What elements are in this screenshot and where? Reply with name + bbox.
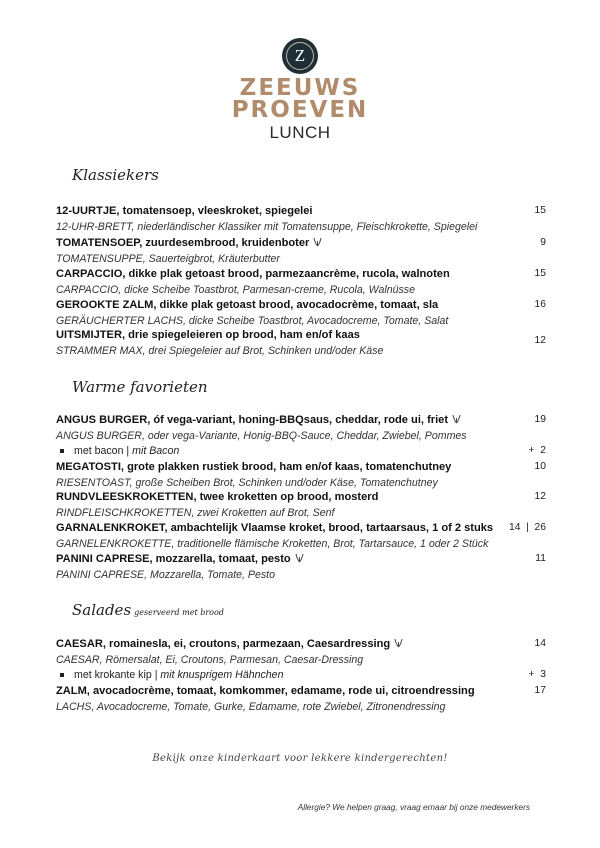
allergy-note: Allergie? We helpen graag, vraag ernaar bij onze medewerkers <box>297 802 530 812</box>
menu-item <box>56 412 546 444</box>
menu-extra <box>56 443 546 459</box>
item-name: ANGUS BURGER, óf vega-variant, honing-BBQsaus, cheddar, rode ui, friet <box>56 414 449 426</box>
item-name: PANINI CAPRESE, mozzarella, tomaat, pesto <box>56 553 291 565</box>
menu-extra <box>56 667 546 683</box>
item-translation: PANINI CAPRESE, Mozzarella, Tomate, Pesto <box>56 569 276 581</box>
menu-item <box>56 235 546 267</box>
item-name: CAESAR, romainesla, ei, croutons, parmezaan, Caesardressing <box>56 638 391 650</box>
item-translation: LACHS, Avocadocreme, Tomate, Gurke, Edamame, rote Zwiebel, Zitronendressing <box>56 701 446 713</box>
vegetarian-leaf-icon <box>451 414 462 424</box>
item-price: 12 <box>534 491 546 502</box>
menu-item <box>56 203 546 235</box>
item-name: RUNDVLEESKROKETTEN, twee kroketten op brood, mosterd <box>56 491 379 503</box>
item-translation: STRAMMER MAX, drei Spiegeleier auf Brot, Schinken und/oder Käse <box>56 345 384 357</box>
extra-translation: mit Bacon <box>132 445 180 457</box>
item-translation: 12-UHR-BRETT, niederländischer Klassiker mit Tomatensuppe, Fleischkrokette, Spiegelei <box>56 221 478 233</box>
item-translation: RIESENTOAST, große Scheiben Brot, Schinken und/oder Käse, Tomatenchutney <box>56 477 438 489</box>
menu-item <box>56 551 546 583</box>
item-name: 12-UURTJE, tomatensoep, vleeskroket, spiegelei <box>56 205 313 217</box>
item-translation: GARNELENKROKETTE, traditionelle flämische Kroketten, Brot, Tartarsauce, 1 oder 2 Stück <box>56 538 489 550</box>
extra-price: + 2 <box>528 445 546 456</box>
kids-menu-note: Bekijk onze kinderkaart voor lekkere kindergerechten! <box>152 753 448 764</box>
item-price: 15 <box>534 205 546 216</box>
vegetarian-leaf-icon <box>393 638 404 648</box>
menu-item <box>56 266 546 298</box>
extra-name: met krokante kip <box>74 669 152 681</box>
item-price: 9 <box>540 237 546 248</box>
extra-name: met bacon <box>74 445 124 457</box>
vegetarian-leaf-icon <box>294 553 305 563</box>
item-name: MEGATOSTI, grote plakken rustiek brood, ham en/of kaas, tomatenchutney <box>56 461 452 473</box>
menu-item <box>56 327 546 359</box>
section-note: geserveerd met brood <box>134 608 224 617</box>
menu-item <box>56 459 546 491</box>
section-title-klassiekers: Klassiekers <box>72 166 159 184</box>
item-price: 16 <box>534 299 546 310</box>
extra-separator: | <box>154 669 158 681</box>
item-price: 14 | 26 <box>508 522 546 533</box>
section-title-warme-favorieten: Warme favorieten <box>72 378 208 396</box>
item-translation: CAESAR, Römersalat, Ei, Croutons, Parmesan, Caesar-Dressing <box>56 654 364 666</box>
menu-item <box>56 636 546 668</box>
item-price: 12 <box>534 335 546 346</box>
item-name: TOMATENSOEP, zuurdesembrood, kruidenboter <box>56 237 310 249</box>
item-name: GEROOKTE ZALM, dikke plak getoast brood, avocadocrème, tomaat, sla <box>56 299 439 311</box>
item-price: 15 <box>534 268 546 279</box>
bullet-icon <box>60 449 64 453</box>
item-price: 19 <box>534 414 546 425</box>
item-translation: CARPACCIO, dicke Scheibe Toastbrot, Parmesan-creme, Rucola, Walnüsse <box>56 284 415 296</box>
brand-line-1: ZEEUWS <box>239 75 361 101</box>
extra-price: + 3 <box>528 669 546 680</box>
extra-separator: | <box>126 445 130 457</box>
item-price: 14 <box>534 638 546 649</box>
item-price: 17 <box>534 685 546 696</box>
brand-line-2: PROEVEN <box>231 97 369 123</box>
item-name: GARNALENKROKET, ambachtelijk Vlaamse kroket, brood, tartaarsaus, 1 of 2 stuks <box>56 522 494 534</box>
bullet-icon <box>60 673 64 677</box>
menu-item <box>56 297 546 329</box>
extra-translation: mit knusprigem Hähnchen <box>160 669 284 681</box>
item-translation: TOMATENSUPPE, Sauerteigbrot, Kräuterbutter <box>56 253 280 265</box>
item-translation: RINDFLEISCHKROKETTEN, zwei Kroketten auf Brot, Senf <box>56 507 335 519</box>
logo-badge <box>282 38 318 74</box>
item-translation: GERÄUCHERTER LACHS, dicke Scheibe Toastbrot, Avocadocreme, Tomate, Salat <box>56 315 449 327</box>
section-title-salades <box>72 601 224 619</box>
section-title-text: Salades <box>72 601 132 619</box>
item-name: UITSMIJTER, drie spiegeleieren op brood, ham en/of kaas <box>56 329 360 341</box>
menu-item <box>56 683 546 715</box>
item-price: 11 <box>535 553 546 564</box>
item-name: ZALM, avocadocrème, tomaat, komkommer, edamame, rode ui, citroendressing <box>56 685 475 697</box>
logo-letter: Z <box>286 42 314 70</box>
item-name: CARPACCIO, dikke plak getoast brood, parmezaancrème, rucola, walnoten <box>56 268 450 280</box>
menu-subtitle: LUNCH <box>269 123 331 142</box>
vegetarian-leaf-icon <box>312 237 323 247</box>
item-price: 10 <box>534 461 546 472</box>
item-translation: ANGUS BURGER, oder vega-Variante, Honig-BBQ-Sauce, Cheddar, Zwiebel, Pommes <box>56 430 467 442</box>
menu-item <box>56 520 546 552</box>
menu-item <box>56 489 546 521</box>
